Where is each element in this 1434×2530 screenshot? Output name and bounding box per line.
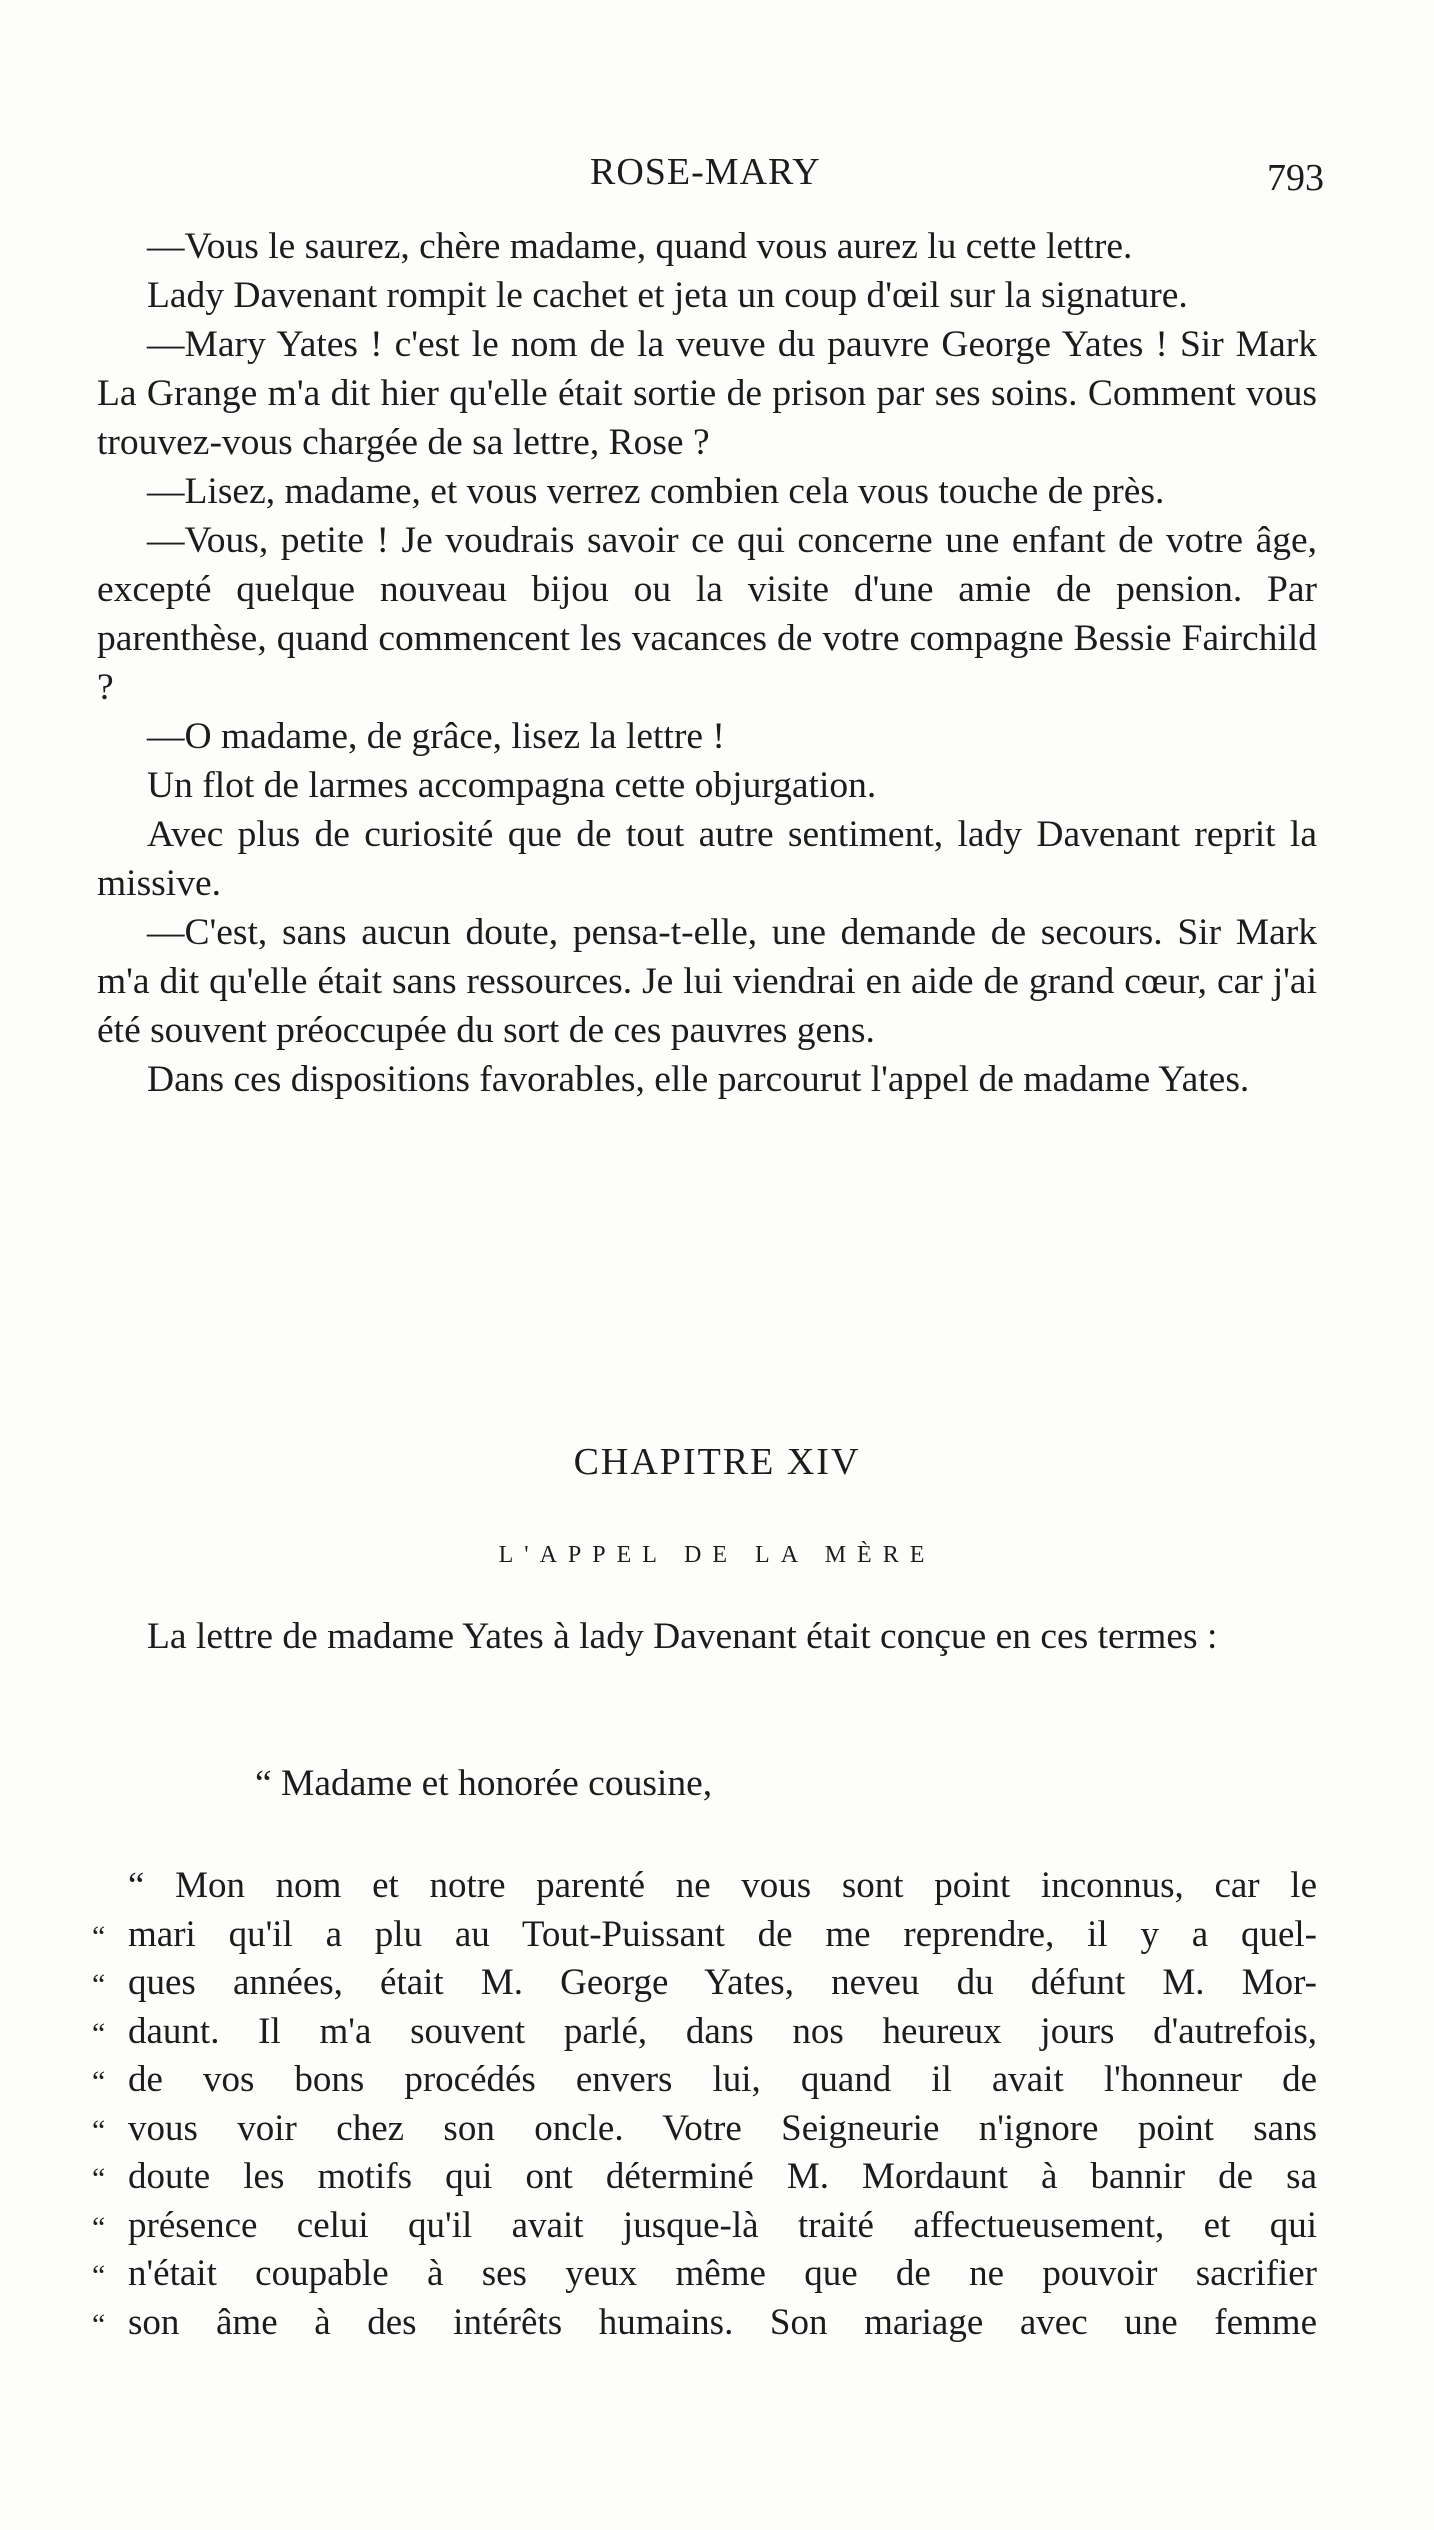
letter-line (92, 2250, 1317, 2299)
chapter-title: CHAPITRE XIV (573, 1441, 861, 1483)
letter-line (92, 2105, 1317, 2154)
paragraph: —Vous, petite ! Je voudrais savoir ce qui concerne une enfant de votre âge, excepté quelque nouveau bijou ou la visite d'une amie de pension. Par parenthèse, quand commencent les vacances de votre compagne Bessie Fairchild ? (97, 520, 1317, 708)
letter-line-text: doute les motifs qui ont déterminé M. Mordaunt à bannir de sa (128, 2156, 1317, 2197)
body-text (97, 222, 1317, 1104)
paragraph: —Lisez, madame, et vous verrez combien cela vous touche de près. (147, 471, 1165, 512)
quote-mark: “ (92, 2065, 106, 2098)
letter-line-text: “ Mon nom et notre parenté ne vous sont point inconnus, car le (128, 1865, 1317, 1906)
letter-line (92, 2202, 1317, 2251)
letter-line-text: ques années, était M. George Yates, neveu du défunt M. Mor- (128, 1962, 1317, 2003)
paragraph: Dans ces dispositions favorables, elle parcourut l'appel de madame Yates. (147, 1059, 1250, 1100)
letter-line (92, 1911, 1317, 1960)
letter-line (92, 2153, 1317, 2202)
letter-salutation: “ Madame et honorée cousine, (255, 1763, 713, 1804)
letter-line (92, 1959, 1317, 2008)
letter-line (92, 2056, 1317, 2105)
page-header (0, 150, 1434, 200)
letter-line-text: présence celui qu'il avait jusque-là traité affectueusement, et qui (128, 2204, 1317, 2246)
paragraph: —C'est, sans aucun doute, pensa-t-elle, une demande de secours. Sir Mark m'a dit qu'elle était sans ressources. Je lui viendrai en aide de grand cœur, car j'ai été souvent préoccupée du sort de ces pauvres gens. (97, 912, 1317, 1051)
paragraph: —Mary Yates ! c'est le nom de la veuve du pauvre George Yates ! Sir Mark La Grange m'a dit hier qu'elle était sortie de prison par ses soins. Comment vous trouvez-vous chargée de sa lettre, Rose ? (97, 324, 1317, 463)
letter-line-text: son âme à des intérêts humains. Son mariage avec une femme (128, 2301, 1317, 2343)
quote-mark: “ (92, 1919, 106, 1953)
letter-line-text: mari qu'il a plu au Tout-Puissant de me reprendre, il y a quel- (128, 1913, 1317, 1955)
quote-mark: “ (92, 2210, 106, 2244)
letter-intro (97, 1612, 1317, 1661)
quote-mark: “ (92, 2162, 106, 2195)
quote-mark: “ (92, 2016, 106, 2050)
intro-paragraph: La lettre de madame Yates à lady Davenant était conçue en ces termes : (147, 1616, 1218, 1657)
letter-line (92, 2008, 1317, 2057)
quote-mark: “ (92, 2113, 106, 2147)
paragraph: Lady Davenant rompit le cachet et jeta un coup d'œil sur la signature. (147, 275, 1188, 316)
letter-line-text: de vos bons procédés envers lui, quand il avait l'honneur de (128, 2059, 1317, 2100)
running-title: ROSE-MARY (590, 151, 821, 193)
letter-line-text: n'était coupable à ses yeux même que de ne pouvoir sacrifier (128, 2253, 1317, 2294)
letter-line (92, 1862, 1317, 1911)
page-number: 793 (1267, 157, 1324, 199)
quote-mark: “ (92, 2259, 106, 2292)
paragraph: Un flot de larmes accompagna cette objurgation. (147, 765, 877, 806)
quote-mark: “ (92, 2307, 106, 2341)
quote-mark: “ (92, 1968, 106, 2001)
paragraph: Avec plus de curiosité que de tout autre sentiment, lady Davenant reprit la missive. (97, 814, 1317, 904)
letter-body (92, 1862, 1317, 2347)
chapter-subtitle: L'APPEL DE LA MÈRE (498, 1542, 936, 1568)
paragraph: —O madame, de grâce, lisez la lettre ! (147, 716, 725, 757)
letter-line-text: daunt. Il m'a souvent parlé, dans nos heureux jours d'autrefois, (128, 2010, 1317, 2052)
letter-line-text: vous voir chez son oncle. Votre Seigneurie n'ignore point sans (128, 2107, 1317, 2149)
paragraph: —Vous le saurez, chère madame, quand vous aurez lu cette lettre. (147, 226, 1133, 267)
letter-line (92, 2299, 1317, 2348)
